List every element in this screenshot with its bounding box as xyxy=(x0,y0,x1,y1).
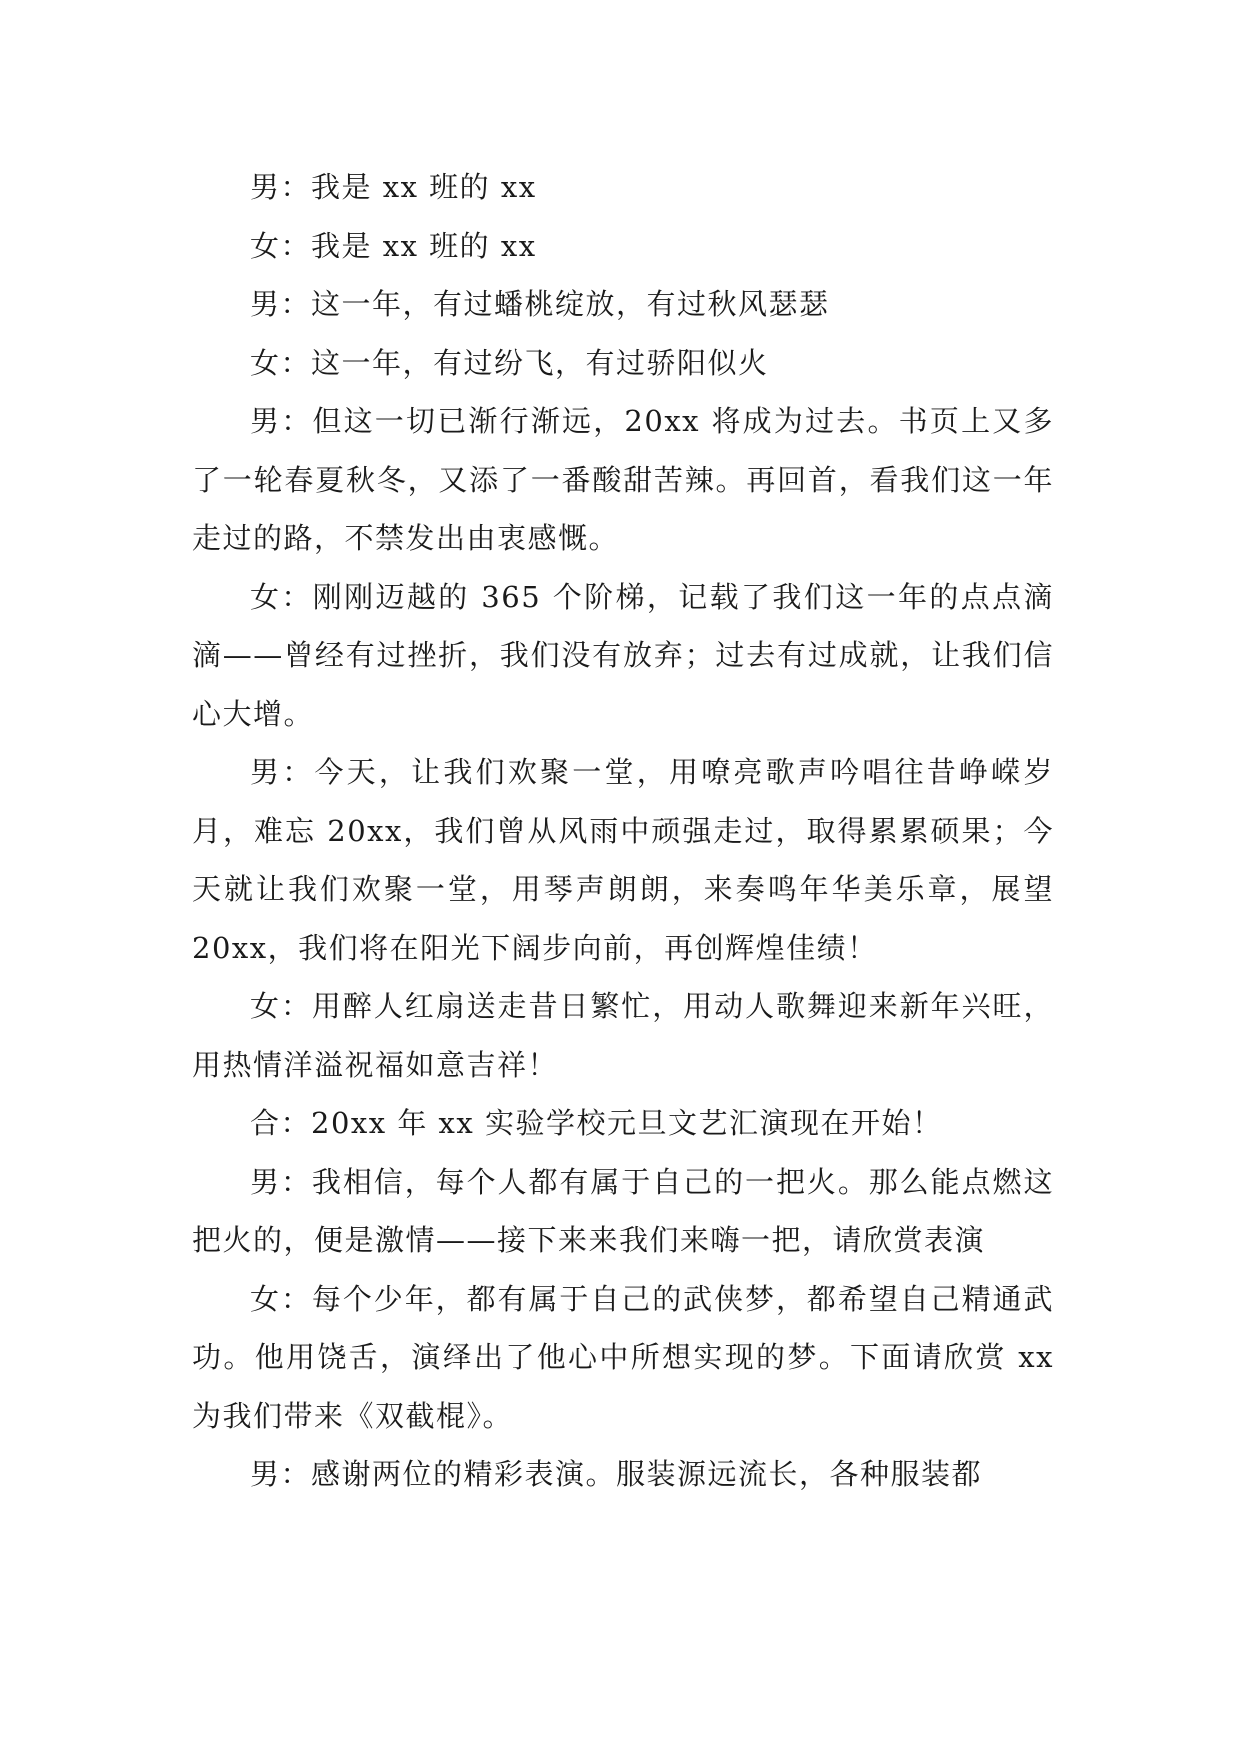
paragraph: 女：刚刚迈越的 365 个阶梯，记载了我们这一年的点点滴滴——曾经有过挫折，我们没有放弃；过去有过成就，让我们信心大增。 xyxy=(192,579,1054,731)
paragraph: 女：每个少年，都有属于自己的武侠梦，都希望自己精通武功。他用饶舌，演绎出了他心中所想实现的梦。下面请欣赏 xx 为我们带来《双截棍》。 xyxy=(192,1281,1054,1433)
paragraph: 男：但这一切已渐行渐远，20xx 将成为过去。书页上又多了一轮春夏秋冬，又添了一番酸甜苦辣。再回首，看我们这一年走过的路，不禁发出由衷感慨。 xyxy=(192,404,1054,555)
paragraph: 男：今天，让我们欢聚一堂，用嘹亮歌声吟唱往昔峥嵘岁月，难忘 20xx，我们曾从风雨中顽强走过，取得累累硕果；今天就让我们欢聚一堂，用琴声朗朗，来奏鸣年华美乐章，展望 20xx，我们将在阳光下阔步向前，再创辉煌佳绩！ xyxy=(192,755,1054,965)
paragraph: 男：我是 xx 班的 xx xyxy=(250,170,537,204)
paragraph: 女：用醉人红扇送走昔日繁忙，用动人歌舞迎来新年兴旺，用热情洋溢祝福如意吉祥！ xyxy=(192,989,1054,1082)
paragraph: 男：我相信，每个人都有属于自己的一把火。那么能点燃这把火的，便是激情——接下来来我们来嗨一把，请欣赏表演 xyxy=(192,1164,1054,1257)
paragraph: 男：感谢两位的精彩表演。服装源远流长，各种服装都 xyxy=(250,1457,983,1491)
paragraph: 合：20xx 年 xx 实验学校元旦文艺汇演现在开始！ xyxy=(250,1106,943,1140)
paragraph: 女：我是 xx 班的 xx xyxy=(250,228,537,263)
document-body xyxy=(192,158,1054,1504)
paragraph: 男：这一年，有过蟠桃绽放，有过秋风瑟瑟 xyxy=(250,287,830,321)
paragraph: 女：这一年，有过纷飞，有过骄阳似火 xyxy=(250,345,769,380)
